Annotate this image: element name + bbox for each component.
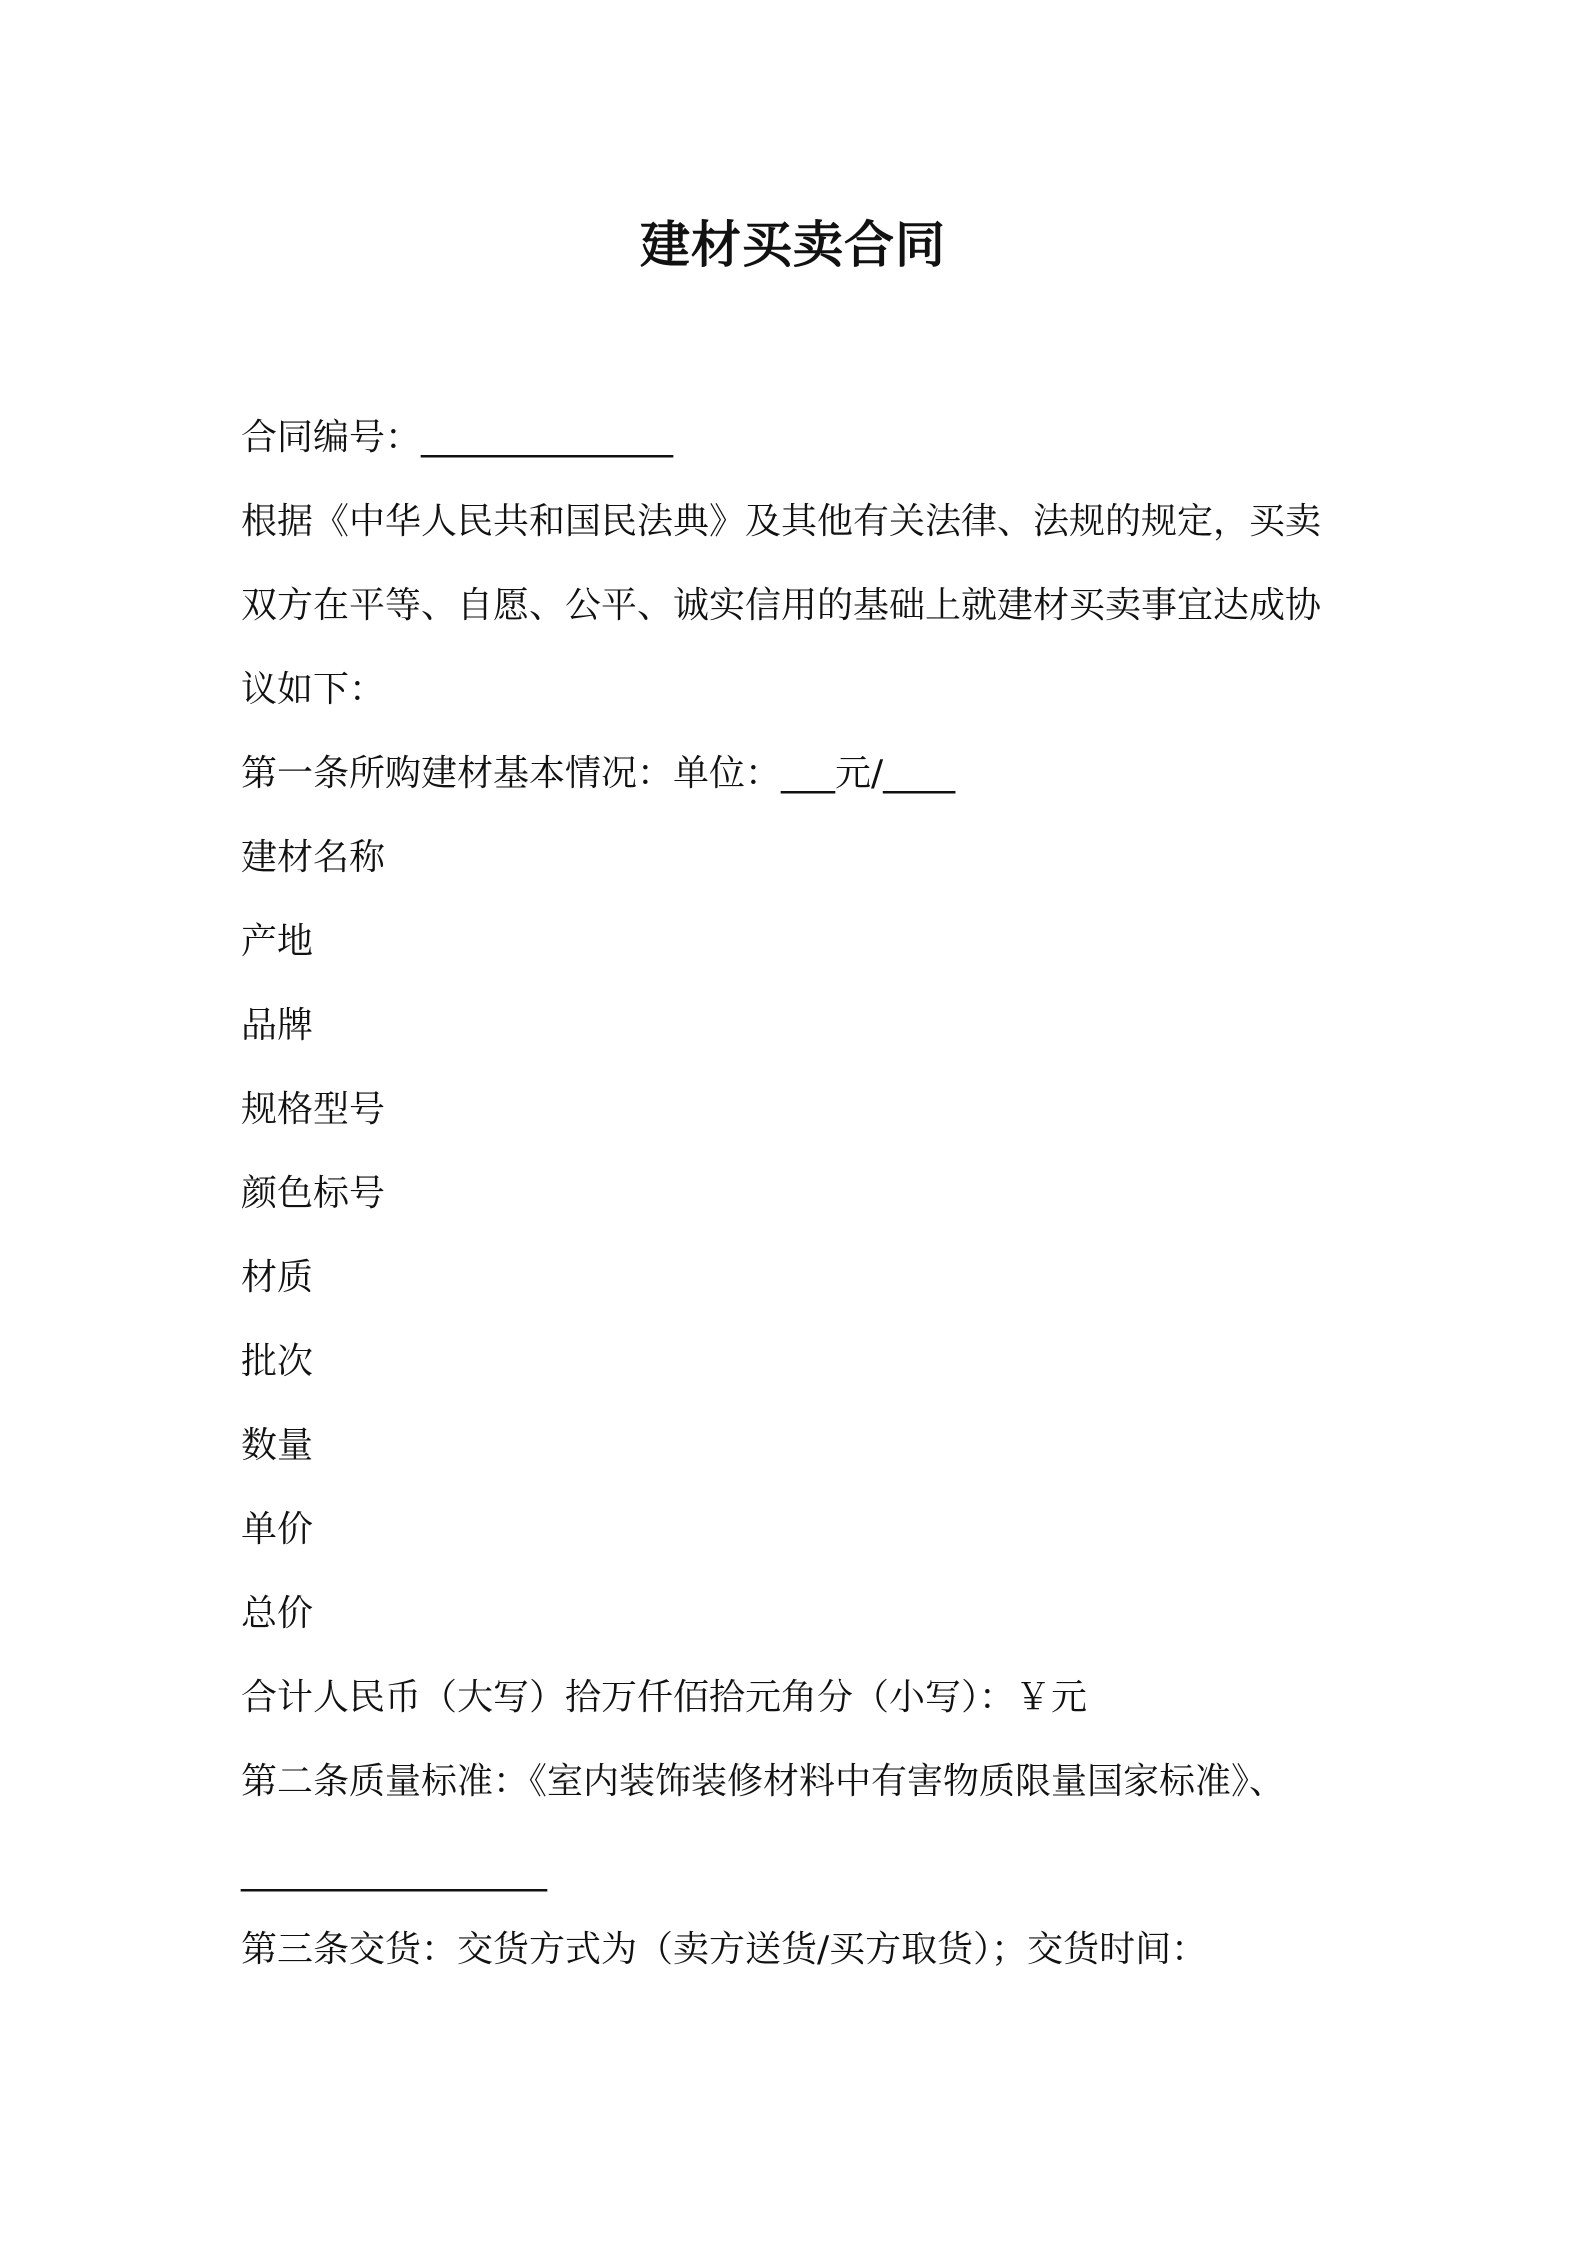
article-1-heading: 第一条所购建材基本情况：单位：___元/____ bbox=[241, 753, 956, 794]
field-total-price: 总价 bbox=[241, 1593, 314, 1634]
field-quantity: 数量 bbox=[241, 1425, 314, 1466]
contract-number-line: 合同编号：______________ bbox=[241, 417, 674, 458]
intro-line-1: 根据《中华人民共和国民法典》及其他有关法律、法规的规定，买卖 bbox=[241, 501, 1322, 542]
intro-line-3: 议如下： bbox=[241, 669, 386, 710]
field-material-name: 建材名称 bbox=[241, 837, 386, 878]
field-brand: 品牌 bbox=[241, 1005, 314, 1046]
article-2-heading: 第二条质量标准：《室内装饰装修材料中有害物质限量国家标准》、 bbox=[241, 1761, 1286, 1802]
intro-line-2: 双方在平等、自愿、公平、诚实信用的基础上就建材买卖事宜达成协 bbox=[241, 585, 1322, 626]
total-rmb-line: 合计人民币（大写）拾万仟佰拾元角分（小写）：￥元 bbox=[241, 1677, 1088, 1718]
article-2-blank: _________________ bbox=[241, 1851, 547, 1892]
field-material-quality: 材质 bbox=[241, 1257, 314, 1298]
article-3-heading: 第三条交货：交货方式为（卖方送货/买方取货）；交货时间： bbox=[241, 1929, 1208, 1970]
field-batch: 批次 bbox=[241, 1341, 314, 1382]
field-color-code: 颜色标号 bbox=[241, 1173, 386, 1214]
field-origin: 产地 bbox=[241, 921, 314, 962]
field-spec-model: 规格型号 bbox=[241, 1089, 386, 1130]
document-title: 建材买卖合同 bbox=[640, 216, 946, 274]
field-unit-price: 单价 bbox=[241, 1509, 314, 1550]
